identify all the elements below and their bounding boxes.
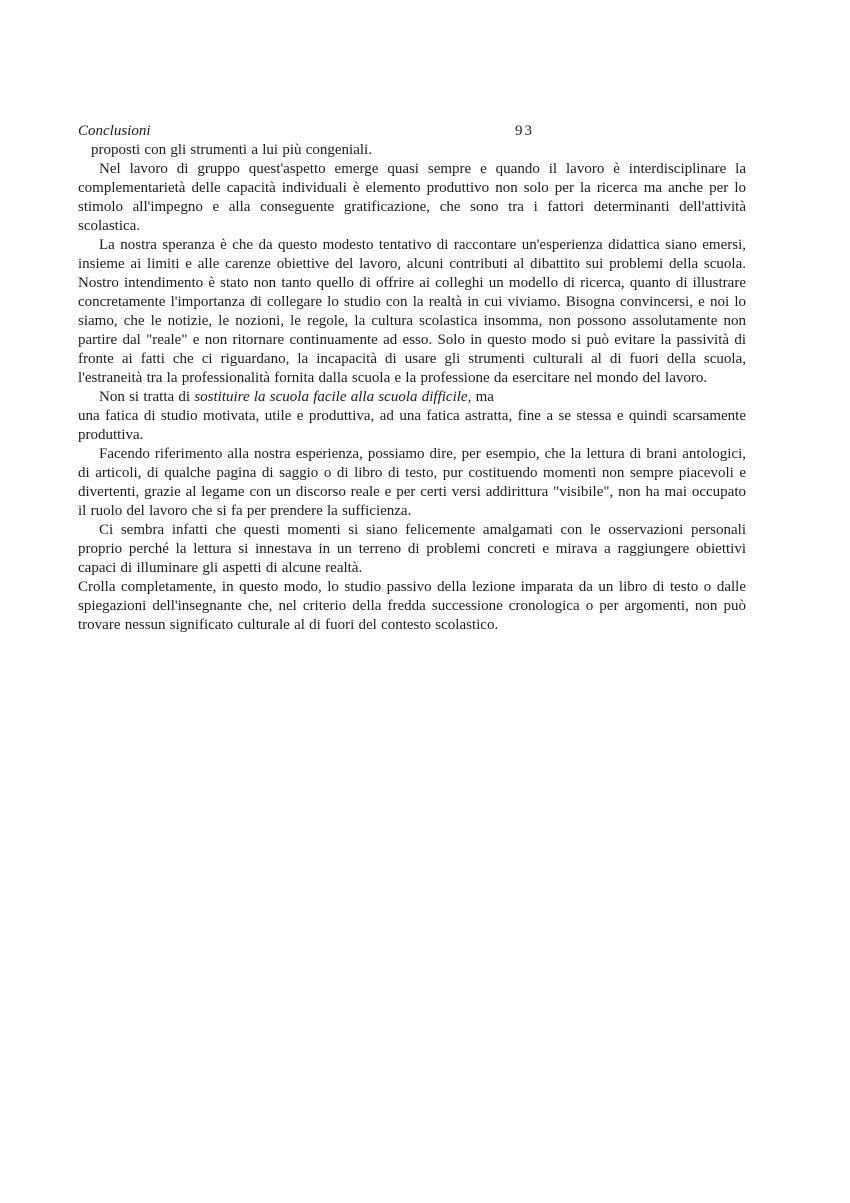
paragraph-non-si-tratta-prefix: Non si tratta di	[99, 389, 195, 405]
paragraph-ci-sembra: Ci sembra infatti che questi momenti si siano felicemente amalgamati con le osservazioni personali proprio perché la lettura si innestava in un terreno di problemi concreti e mirava a raggiungere obiettivi capaci di illuminare gli aspetti di alcune realtà.	[78, 522, 746, 576]
paragraph-proposti: proposti con gli strumenti a lui più congeniali.	[91, 142, 372, 158]
paragraph-non-si-tratta	[78, 388, 746, 407]
paragraph-nel-lavoro: Nel lavoro di gruppo quest'aspetto emerge quasi sempre e quando il lavoro è interdisciplinare la complementarietà delle capacità individuali è elemento produttivo non solo per la ricerca ma anche per lo stimolo all'impegno e alla conseguente gratificazione, che sono tra i fattori determinanti dell'attività scolastica.	[78, 161, 746, 234]
paragraph-una-fatica: una fatica di studio motivata, utile e produttiva, ad una fatica astratta, fine a se stessa e quindi scarsamente produttiva.	[78, 408, 746, 443]
paragraph-la-nostra-speranza: La nostra speranza è che da questo modesto tentativo di raccontare un'esperienza didattica siano emersi, insieme ai limiti e alle carenze obiettive del lavoro, alcuni contributi al dibattito sui problemi della scuola. Nostro intendimento è stato non tanto quello di offrire ai colleghi un modello di ricerca, quanto di illustrare concretamente l'importanza di collegare lo studio con la realtà in cui viviamo. Bisogna convincersi, e noi lo siamo, che le notizie, le nozioni, le regole, la cultura scolastica insomma, non possono assolutamente non partire dal "reale" e non ritornare continuamente ad esso. Solo in questo modo si può evitare la passività di fronte ai fatti che ci riguardano, la incapacità di usare gli strumenti culturali al di fuori della scuola, l'estraneità tra la professionalità fornita dalla scuola e la professione da esercitare nel mondo del lavoro.	[78, 237, 746, 386]
paragraph-facendo-riferimento: Facendo riferimento alla nostra esperienza, possiamo dire, per esempio, che la lettura di brani antologici, di articoli, di qualche pagina di saggio o di libro di testo, pur costituendo momenti non sempre piacevoli e divertenti, grazie al legame con un discorso reale e per certi versi addirittura "visibile", non ha mai occupato il ruolo del lavoro che si fa per prendere la sufficienza.	[78, 446, 746, 519]
paragraph-crolla-completamente: Crolla completamente, in questo modo, lo studio passivo della lezione imparata da un libro di testo o dalle spiegazioni dell'insegnante che, nel criterio della fredda successione cronologica o per argomenti, non può trovare nessun significato culturale al di fuori del contesto scolastico.	[78, 579, 746, 633]
section-title: Conclusioni	[78, 123, 151, 139]
page-number: 93	[515, 123, 534, 139]
paragraph-non-si-tratta-suffix: ma	[471, 389, 494, 405]
italic-phrase: sostituire la scuola facile alla scuola difficile,	[194, 389, 472, 405]
page-content	[78, 122, 746, 635]
page-header	[78, 122, 746, 141]
